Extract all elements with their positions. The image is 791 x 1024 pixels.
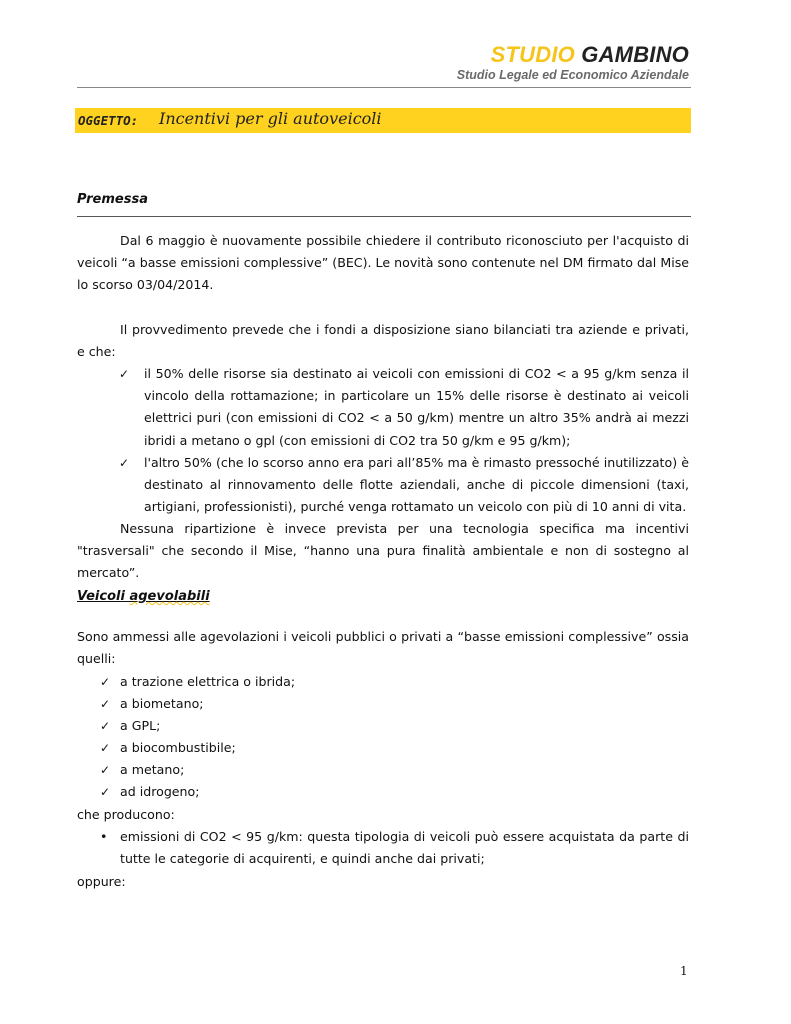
paragraph-1: Dal 6 maggio è nuovamente possibile chiedere il contributo riconosciuto per l'acquisto di veicoli “a basse emissioni complessive” (BEC). Le novità sono contenute nel DM firmato dal Mise lo scorso 03/04/2014. <box>77 233 689 293</box>
paragraph-oppure: oppure: <box>77 874 126 889</box>
check-icon: ✓ <box>119 367 130 381</box>
list-item-text: a metano; <box>120 762 185 777</box>
check-icon: ✓ <box>100 675 111 689</box>
brand-studio: STUDIO <box>490 42 575 67</box>
list-item-text: il 50% delle risorse sia destinato ai veicoli con emissioni di CO2 < a 95 g/km senza il vincolo della rottamazione; in particolare un 15% delle risorse è destinato ai veicoli elettrici puri (con emissioni di CO2 < a 50 g/km) mentre un altro 35% andrà ai mezzi ibridi a metano o gpl (con emissioni di CO2 tra 50 g/km e 95 g/km); <box>144 366 689 448</box>
paragraph-3: Nessuna ripartizione è invece prevista per una tecnologia specifica ma incentivi "trasversali" che secondo il Mise, “hanno una pura finalità ambientale e non di sostegno al mercato”. <box>77 521 689 581</box>
list-item-text: l'altro 50% (che lo scorso anno era pari all’85% ma è rimasto pressoché inutilizzato) è destinato al rinnovamento delle flotte aziendali, anche di piccole dimensioni (taxi, artigiani, professionisti), purché venga rottamato un veicolo con più di 10 anni di vita. <box>144 455 689 515</box>
paragraph-intro: Sono ammessi alle agevolazioni i veicoli pubblici o privati a “basse emissioni complessive” ossia quelli: <box>77 629 689 667</box>
paragraph-2: Il provvedimento prevede che i fondi a disposizione siano bilanciati tra aziende e privati, e che: <box>77 322 689 360</box>
list-item <box>100 737 236 759</box>
heading-veicoli <box>77 589 210 604</box>
page-number: 1 <box>680 964 688 978</box>
list-item <box>100 759 184 781</box>
brand-gambino: GAMBINO <box>581 42 689 67</box>
bullet-icon: • <box>100 829 108 844</box>
list-item <box>100 715 160 737</box>
subject-label: OGGETTO: <box>78 113 139 128</box>
brand-subtitle: Studio Legale ed Economico Aziendale <box>456 68 689 82</box>
heading-word: Veicoli <box>77 589 125 604</box>
list-item <box>100 671 295 693</box>
list-item <box>100 781 200 803</box>
check-icon: ✓ <box>100 741 111 755</box>
heading-word: agevolabili <box>129 589 210 604</box>
check-icon: ✓ <box>100 763 111 777</box>
header-divider <box>77 87 691 88</box>
check-icon: ✓ <box>100 697 111 711</box>
list-item-text: a biocombustibile; <box>120 740 236 755</box>
check-icon: ✓ <box>119 456 130 470</box>
section-divider <box>77 216 691 217</box>
subject-text: Incentivi per gli autoveicoli <box>159 109 382 128</box>
check-icon: ✓ <box>100 785 111 799</box>
heading-premessa: Premessa <box>77 192 148 207</box>
list-item <box>100 693 204 715</box>
check-icon: ✓ <box>100 719 111 733</box>
list-item-text: a biometano; <box>120 696 204 711</box>
subject-bar <box>75 108 691 133</box>
paragraph-producono: che producono: <box>77 807 175 822</box>
brand-title <box>491 42 689 68</box>
list-item-text: a trazione elettrica o ibrida; <box>120 674 296 689</box>
list-item-text: emissioni di CO2 < 95 g/km: questa tipologia di veicoli può essere acquistata da parte di tutte le categorie di acquirenti, e quindi anche dai privati; <box>120 829 689 867</box>
list-item-text: ad idrogeno; <box>120 784 200 799</box>
list-item-text: a GPL; <box>120 718 161 733</box>
